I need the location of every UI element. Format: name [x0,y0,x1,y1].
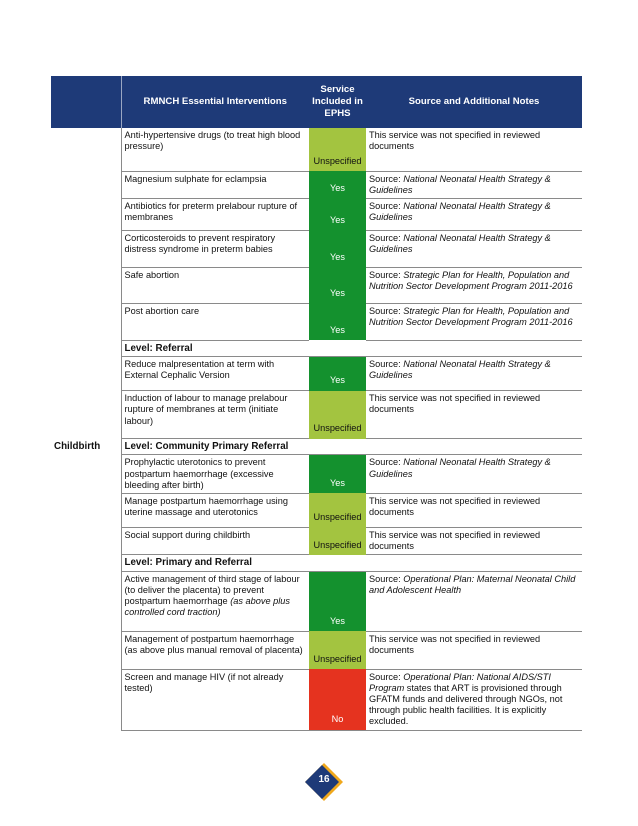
table-row [51,571,582,631]
stage-cell [51,631,121,669]
empty-cell [309,439,366,455]
intervention-cell [121,357,309,391]
empty-cell [309,555,366,571]
stage-cell [51,527,121,554]
note-text: This service was not specified in reviewed documents [369,633,541,655]
intervention-cell [121,631,309,669]
note-prefix: Source: [369,573,404,584]
ephs-status-cell: Yes [309,357,366,391]
stage-cell [51,267,121,303]
notes-cell [366,493,582,527]
intervention-text: Antibiotics for preterm prelabour rupture of membranes [124,200,298,223]
intervention-cell [121,128,309,171]
notes-cell [366,455,582,494]
table-row [51,230,582,267]
stage-cell [51,455,121,494]
note-suffix: states that ART is provisioned through GFATM funds and delivered through NGOs, not through public health facilities. It is explicitly excluded. [369,682,563,727]
empty-cell [366,340,582,356]
note-prefix: Source: [369,173,404,184]
stage-cell [51,493,121,527]
level-row [51,340,582,356]
table-row [51,303,582,340]
note-source-title: National Neonatal Health Strategy & Guidelines [369,173,551,195]
notes-cell [366,669,582,730]
ephs-status-cell: Unspecified [309,493,366,527]
intervention-text: Anti-hypertensive drugs (to treat high blood pressure) [124,130,301,152]
stage-label: Childbirth [51,439,121,455]
page-number: 16 [318,774,330,785]
note-source-title: Operational Plan: Maternal Neonatal Child and Adolescent Health [369,573,576,595]
ephs-status-cell: Yes [309,171,366,198]
ephs-status-cell: Yes [309,230,366,267]
stage-cell [51,303,121,340]
intervention-text: Magnesium sulphate for eclampsia [124,173,267,184]
intervention-cell [121,455,309,494]
table-row [51,669,582,730]
note-source-title: Strategic Plan for Health, Population and Nutrition Sector Development Program 2011-2016 [369,305,573,328]
header-ephs: Service Included in EPHS [309,76,366,128]
intervention-cell [121,198,309,230]
stage-cell [51,391,121,439]
level-label: Level: Referral [121,340,309,356]
intervention-cell [121,171,309,198]
notes-cell [366,631,582,669]
notes-cell [366,128,582,171]
header-notes: Source and Additional Notes [366,76,582,128]
intervention-cell [121,571,309,631]
level-row [51,439,582,455]
header-interventions: RMNCH Essential Interventions [121,76,309,128]
note-prefix: Source: [369,269,404,280]
stage-cell [51,357,121,391]
ephs-status-cell: Unspecified [309,631,366,669]
ephs-status-cell: Yes [309,198,366,230]
page-number-badge [304,762,344,802]
intervention-cell [121,391,309,439]
notes-cell [366,527,582,554]
note-prefix: Source: [369,457,404,468]
stage-cell [51,230,121,267]
table-row [51,391,582,439]
table-header-row [51,76,582,128]
table-row [51,128,582,171]
intervention-cell [121,669,309,730]
note-source-title: National Neonatal Health Strategy & Guidelines [369,457,551,479]
intervention-text: Manage postpartum haemorrhage using uterine massage and uterotonics [124,495,288,518]
notes-cell [366,303,582,340]
ephs-status-cell: No [309,669,366,730]
note-prefix: Source: [369,359,404,370]
table-body [51,128,582,730]
note-source-title: National Neonatal Health Strategy & Guidelines [369,200,551,223]
stage-cell [51,571,121,631]
table-row [51,527,582,554]
intervention-text: Prophylactic uterotonics to prevent postpartum haemorrhage (excessive bleeding after birth) [124,457,274,490]
note-text: This service was not specified in reviewed documents [369,393,541,415]
empty-cell [309,340,366,356]
intervention-text: Management of postpartum haemorrhage (as above plus manual removal of placenta) [124,633,303,655]
notes-cell [366,230,582,267]
intervention-text: Safe abortion [124,269,180,280]
stage-cell [51,555,121,571]
ephs-status-cell: Yes [309,571,366,631]
intervention-text: Social support during childbirth [124,529,251,540]
intervention-text: Corticosteroids to prevent respiratory distress syndrome in preterm babies [124,232,276,255]
level-row [51,555,582,571]
notes-cell [366,171,582,198]
notes-cell [366,571,582,631]
empty-cell [366,439,582,455]
note-prefix: Source: [369,200,404,211]
table-row [51,631,582,669]
note-prefix: Source: [369,305,404,316]
table-row [51,357,582,391]
table-row [51,198,582,230]
stage-cell [51,171,121,198]
ephs-status-cell: Unspecified [309,527,366,554]
intervention-text: Active management of third stage of labour (to deliver the placenta) to prevent postpartum haemorrhage [124,573,300,606]
note-source-title: Operational Plan: National AIDS/STI Program [369,671,551,693]
notes-cell [366,391,582,439]
note-prefix: Source: [369,232,404,243]
intervention-text: Post abortion care [124,305,200,316]
note-source-title: National Neonatal Health Strategy & Guidelines [369,232,551,255]
table-row [51,171,582,198]
ephs-status-cell: Yes [309,455,366,494]
intervention-cell [121,493,309,527]
stage-cell [51,669,121,730]
stage-cell [51,198,121,230]
intervention-cell [121,303,309,340]
ephs-status-cell: Yes [309,267,366,303]
ephs-status-cell: Unspecified [309,128,366,171]
level-label: Level: Primary and Referral [121,555,309,571]
interventions-table [51,76,582,731]
notes-cell [366,198,582,230]
table-row [51,267,582,303]
table-row [51,455,582,494]
note-source-title: Strategic Plan for Health, Population and Nutrition Sector Development Program 2011-2016 [369,269,573,292]
table-row [51,493,582,527]
empty-cell [366,555,582,571]
note-prefix: Source: [369,671,404,682]
note-text: This service was not specified in reviewed documents [369,130,541,152]
intervention-text: Induction of labour to manage prelabour rupture of membranes at term (initiate labour) [124,393,288,426]
intervention-cell [121,527,309,554]
intervention-text: Reduce malpresentation at term with External Cephalic Version [124,359,275,381]
stage-cell [51,128,121,171]
note-source-title: National Neonatal Health Strategy & Guidelines [369,359,551,381]
intervention-cell [121,267,309,303]
intervention-italic-text: (as above plus controlled cord traction) [124,595,290,618]
note-text: This service was not specified in reviewed documents [369,495,541,518]
note-text: This service was not specified in reviewed documents [369,529,541,552]
ephs-status-cell: Yes [309,303,366,340]
notes-cell [366,357,582,391]
intervention-text: Screen and manage HIV (if not already tested) [124,671,284,693]
stage-cell [51,340,121,356]
intervention-cell [121,230,309,267]
ephs-status-cell: Unspecified [309,391,366,439]
level-label: Level: Community Primary Referral [121,439,309,455]
header-stage-cell [51,76,121,128]
notes-cell [366,267,582,303]
